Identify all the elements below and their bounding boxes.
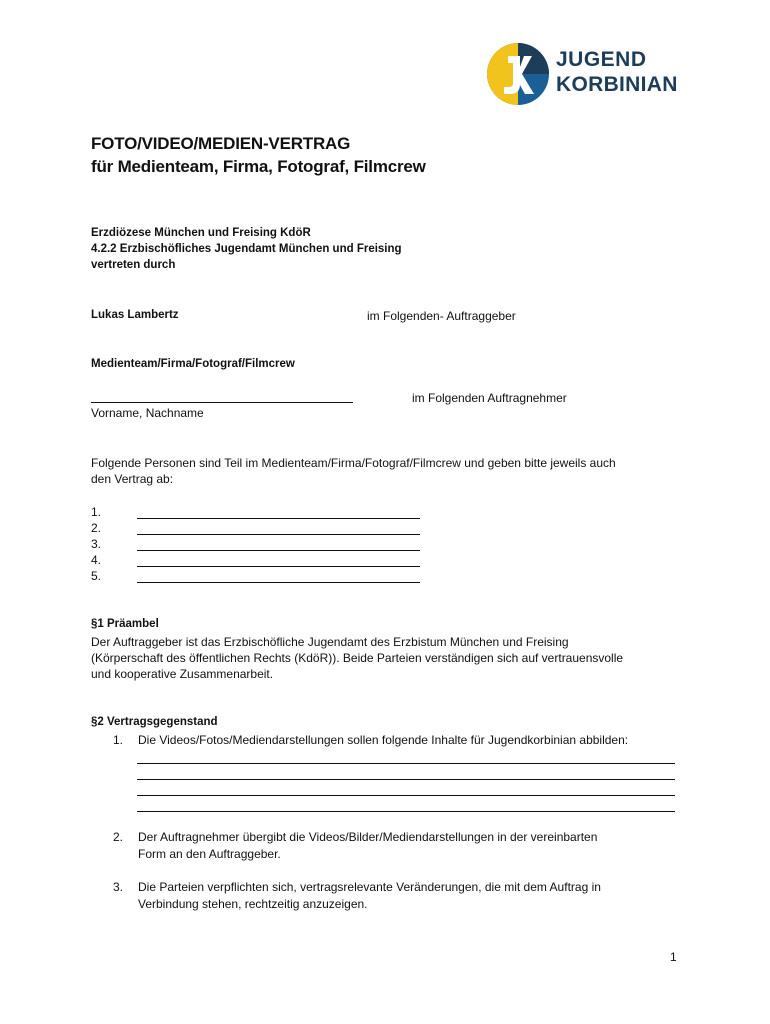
auftragnehmer-caption: Vorname, Nachname [91, 406, 204, 420]
section2-item2-line-2: Form an den Auftraggeber. [138, 847, 281, 861]
person-number: 2. [91, 521, 102, 535]
auftraggeber-role: im Folgenden- Auftraggeber [367, 309, 516, 323]
person-number: 1. [91, 505, 102, 519]
person-name-field[interactable] [137, 534, 420, 535]
org-line-3: vertreten durch [91, 259, 176, 271]
content-line-field[interactable] [137, 795, 675, 796]
persons-intro-line-2: den Vertrag ab: [91, 472, 174, 486]
content-line-field[interactable] [137, 779, 675, 780]
logo-text-jugend: JUGEND [556, 48, 647, 71]
persons-intro-line-1: Folgende Personen sind Teil im Medienteam/Firma/Fotograf/Filmcrew und geben bitte jeweils auch [91, 456, 616, 470]
org-line-2: 4.2.2 Erzbischöfliches Jugendamt München und Freising [91, 243, 402, 255]
section2-item2-number: 2. [113, 830, 124, 844]
section2-item1-text: Die Videos/Fotos/Mediendarstellungen sollen folgende Inhalte für Jugendkorbinian abbilden: [138, 733, 629, 747]
section2-item3-line-1: Die Parteien verpflichten sich, vertragsrelevante Veränderungen, die mit dem Auftrag in [138, 880, 601, 894]
section2-item3-number: 3. [113, 880, 124, 894]
person-name-field[interactable] [137, 550, 420, 551]
auftraggeber-name: Lukas Lambertz [91, 309, 179, 321]
section1-line-1: Der Auftraggeber ist das Erzbischöfliche Jugendamt des Erzbistum München und Freising [91, 635, 569, 649]
jugend-korbinian-logo [486, 42, 686, 106]
logo-emblem-icon [486, 42, 550, 106]
content-line-field[interactable] [137, 763, 675, 764]
section2-item3-line-2: Verbindung stehen, rechtzeitig anzuzeigen. [138, 897, 368, 911]
document-subtitle: für Medienteam, Firma, Fotograf, Filmcrew [91, 157, 426, 176]
section1-line-2: (Körperschaft des öffentlichen Rechts (KdöR)). Beide Parteien verständigen sich auf vertrauensvolle [91, 651, 624, 665]
person-name-field[interactable] [137, 566, 420, 567]
page-number: 1 [670, 950, 677, 964]
person-name-field[interactable] [137, 518, 420, 519]
person-number: 5. [91, 569, 102, 583]
person-number: 3. [91, 537, 102, 551]
content-line-field[interactable] [137, 811, 675, 812]
logo-text-korbinian: KORBINIAN [556, 73, 678, 96]
section2-heading: §2 Vertragsgegenstand [91, 716, 218, 728]
auftragnehmer-heading: Medienteam/Firma/Fotograf/Filmcrew [91, 358, 295, 370]
person-number: 4. [91, 553, 102, 567]
auftragnehmer-role: im Folgenden Auftragnehmer [412, 391, 567, 405]
section2-item2-line-1: Der Auftragnehmer übergibt die Videos/Bilder/Mediendarstellungen in der vereinbarten [138, 830, 598, 844]
section1-line-3: und kooperative Zusammenarbeit. [91, 667, 274, 681]
auftragnehmer-name-field[interactable] [91, 402, 353, 403]
section1-heading: §1 Präambel [91, 618, 159, 630]
org-line-1: Erzdiözese München und Freising KdöR [91, 227, 311, 239]
person-name-field[interactable] [137, 582, 420, 583]
section2-item1-number: 1. [113, 733, 124, 747]
document-title: FOTO/VIDEO/MEDIEN-VERTRAG [91, 134, 351, 153]
